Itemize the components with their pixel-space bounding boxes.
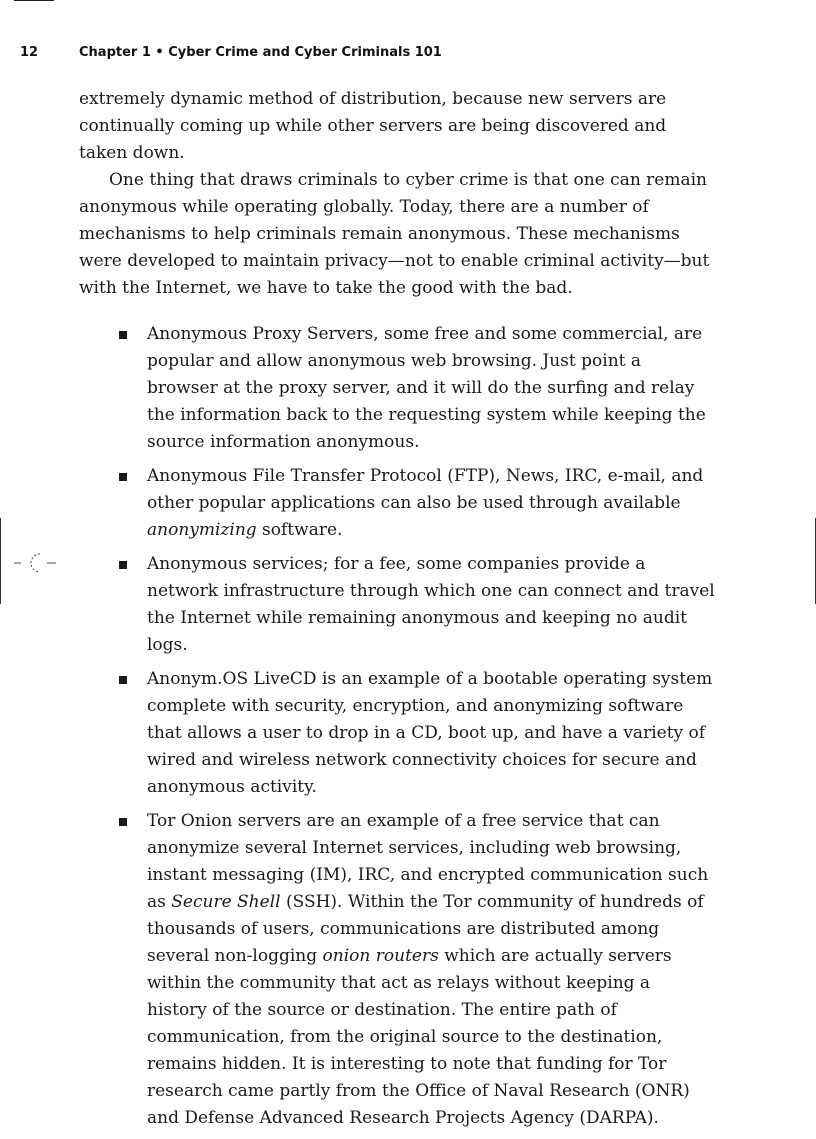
paragraph-anonymity: One thing that draws criminals to cyber crime is that one can remain anonymous while operating globally. Today, there are a number of mechanisms to help criminals remain anonymous. These mechanisms were developed to maintain privacy—not to enable criminal activity—but with the Internet, we have to take the good with the bad. [79, 170, 710, 298]
italic-term: Secure Shell [171, 892, 281, 912]
page-number: 12 [20, 45, 39, 60]
list-item [79, 463, 715, 544]
text-run: Tor Onion servers are an example of a free service that can anonymize several Internet services, including web browsing, instant messaging (IM), IRC, and encrypted communication such as [147, 811, 709, 912]
square-bullet-icon [119, 561, 127, 569]
paragraph-continuation: extremely dynamic method of distribution, because new servers are continually coming up while other servers are being discovered and taken down. [79, 89, 667, 163]
list-item-text [147, 463, 715, 544]
registration-mark-icon [12, 550, 58, 576]
left-margin-line [0, 518, 1, 604]
list-item-text: Anonymous services; for a fee, some companies provide a network infrastructure through which one can connect and travel the Internet while remaining anonymous and keeping no audit logs. [147, 554, 715, 655]
chapter-title: Chapter 1 • Cyber Crime and Cyber Criminals 101 [79, 45, 442, 60]
list-item [79, 808, 715, 1132]
text-run: software. [256, 520, 343, 540]
list-item-text [147, 808, 715, 1132]
text-run: Anonymous File Transfer Protocol (FTP), News, IRC, e-mail, and other popular applications can also be used through available [147, 466, 704, 513]
square-bullet-icon [119, 331, 127, 339]
running-header [20, 45, 442, 60]
text-run: which are actually servers within the community that act as relays without keeping a history of the source or destination. The entire path of communication, from the original source to the destination, remains hidden. It is interesting to note that funding for Tor research came partly from the Office of Naval Research (ONR) and Defense Advanced Research Projects Agency (DARPA). [147, 946, 690, 1128]
list-item-text: Anonym.OS LiveCD is an example of a bootable operating system complete with security, encryption, and anonymizing software that allows a user to drop in a CD, boot up, and have a variety of wired and wireless network connectivity choices for secure and anonymous activity. [147, 669, 713, 797]
mechanism-list [79, 321, 715, 1132]
top-crop-rule [14, 0, 54, 1]
list-item [79, 321, 715, 456]
text-run: (SSH). Within the Tor community of hundreds of thousands of users, communications are distributed among several non-logging [147, 892, 704, 966]
square-bullet-icon [119, 676, 127, 684]
italic-term: anonymizing [147, 520, 257, 540]
square-bullet-icon [119, 818, 127, 826]
square-bullet-icon [119, 473, 127, 481]
list-item [79, 551, 715, 659]
list-item [79, 666, 715, 801]
body-text [79, 86, 715, 1139]
list-item-text: Anonymous Proxy Servers, some free and some commercial, are popular and allow anonymous web browsing. Just point a browser at the proxy server, and it will do the surfing and relay the information back to the requesting system while keeping the source information anonymous. [147, 324, 706, 452]
italic-term: onion routers [322, 946, 439, 966]
